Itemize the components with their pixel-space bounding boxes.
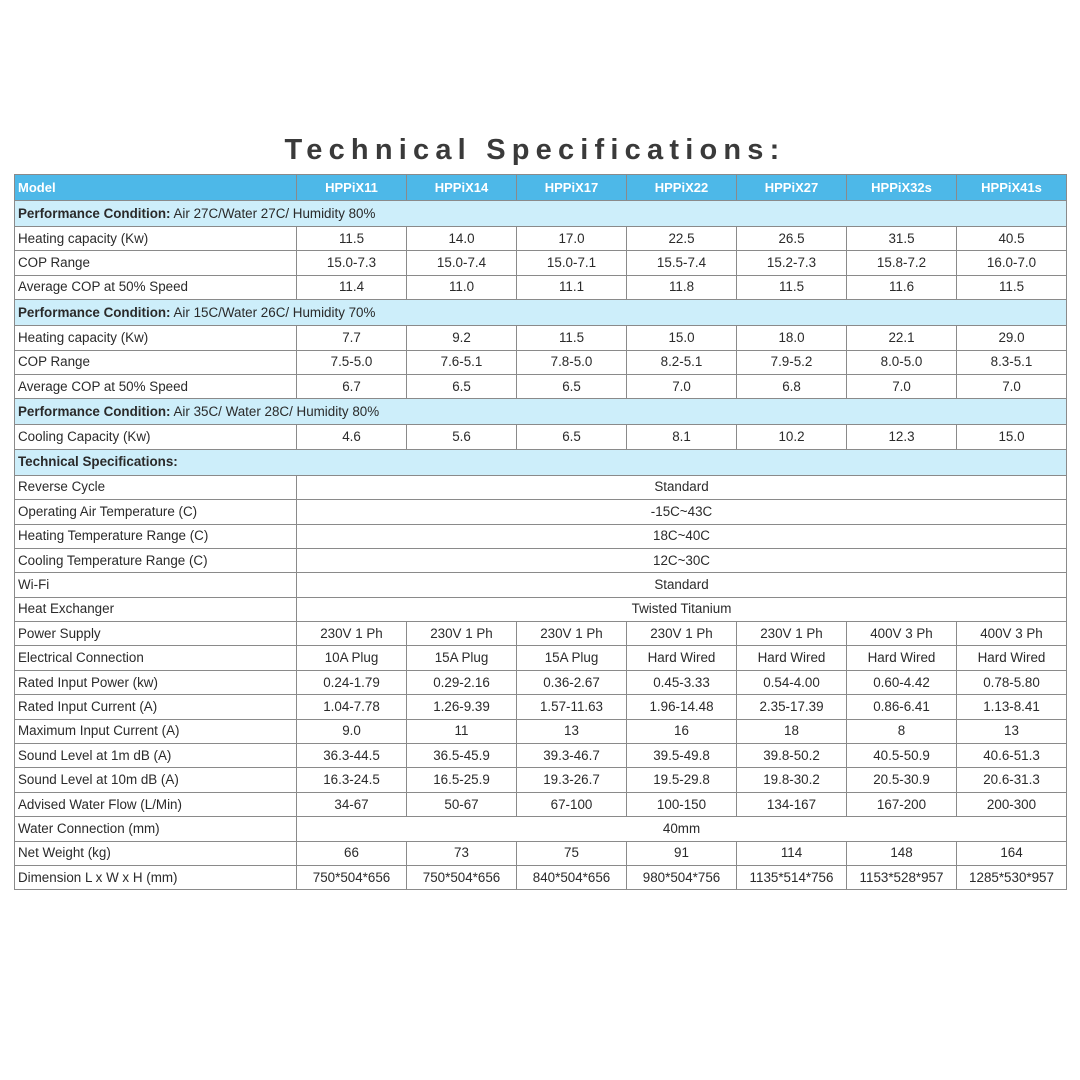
row-value: Hard Wired bbox=[957, 646, 1067, 670]
row-value: 230V 1 Ph bbox=[627, 622, 737, 646]
row-value: 0.36-2.67 bbox=[517, 670, 627, 694]
header-model: HPPiX17 bbox=[517, 175, 627, 201]
row-value: 6.7 bbox=[297, 374, 407, 398]
row-value: 1.96-14.48 bbox=[627, 695, 737, 719]
table-row bbox=[15, 350, 1067, 374]
row-value: 11.1 bbox=[517, 275, 627, 299]
page-title: Technical Specifications: bbox=[284, 134, 786, 166]
row-value: 16.5-25.9 bbox=[407, 768, 517, 792]
row-value: 75 bbox=[517, 841, 627, 865]
row-value: 750*504*656 bbox=[297, 865, 407, 889]
row-value-all-models: 40mm bbox=[297, 817, 1067, 841]
row-label: Wi-Fi bbox=[15, 573, 297, 597]
table-row bbox=[15, 695, 1067, 719]
table-row bbox=[15, 817, 1067, 841]
row-value: 0.29-2.16 bbox=[407, 670, 517, 694]
row-value: 16.0-7.0 bbox=[957, 251, 1067, 275]
row-value: 114 bbox=[737, 841, 847, 865]
row-label: Cooling Capacity (Kw) bbox=[15, 425, 297, 449]
header-model: HPPiX22 bbox=[627, 175, 737, 201]
row-value: 22.5 bbox=[627, 227, 737, 251]
row-value: 16.3-24.5 bbox=[297, 768, 407, 792]
row-value: 13 bbox=[957, 719, 1067, 743]
row-value: 230V 1 Ph bbox=[407, 622, 517, 646]
row-value: 167-200 bbox=[847, 792, 957, 816]
section-heading-bold: Technical Specifications: bbox=[18, 454, 178, 470]
section-heading-bold: Performance Condition: bbox=[18, 403, 171, 419]
row-value: 400V 3 Ph bbox=[847, 622, 957, 646]
section-heading bbox=[15, 449, 1067, 475]
row-value: 6.5 bbox=[407, 374, 517, 398]
row-value: 36.3-44.5 bbox=[297, 744, 407, 768]
row-value: 1135*514*756 bbox=[737, 865, 847, 889]
row-value: 8.0-5.0 bbox=[847, 350, 957, 374]
row-value: 16 bbox=[627, 719, 737, 743]
section-row bbox=[15, 449, 1067, 475]
row-value: 39.5-49.8 bbox=[627, 744, 737, 768]
row-value: 15.0-7.4 bbox=[407, 251, 517, 275]
section-heading-bold: Performance Condition: bbox=[18, 304, 171, 320]
row-value: 12.3 bbox=[847, 425, 957, 449]
row-label: COP Range bbox=[15, 251, 297, 275]
row-value: 19.5-29.8 bbox=[627, 768, 737, 792]
row-value: 15A Plug bbox=[407, 646, 517, 670]
table-row bbox=[15, 792, 1067, 816]
row-value: 1.13-8.41 bbox=[957, 695, 1067, 719]
row-value: 15.0 bbox=[627, 326, 737, 350]
row-value: 50-67 bbox=[407, 792, 517, 816]
table-row bbox=[15, 326, 1067, 350]
row-value: 11.5 bbox=[957, 275, 1067, 299]
table-row bbox=[15, 524, 1067, 548]
row-value: 36.5-45.9 bbox=[407, 744, 517, 768]
row-value: 0.78-5.80 bbox=[957, 670, 1067, 694]
table-row bbox=[15, 865, 1067, 889]
row-value: 8.1 bbox=[627, 425, 737, 449]
row-value: 8 bbox=[847, 719, 957, 743]
row-value: 2.35-17.39 bbox=[737, 695, 847, 719]
row-value: 11 bbox=[407, 719, 517, 743]
row-label: Operating Air Temperature (C) bbox=[15, 500, 297, 524]
row-value: 7.9-5.2 bbox=[737, 350, 847, 374]
table-row bbox=[15, 374, 1067, 398]
row-label: Reverse Cycle bbox=[15, 475, 297, 499]
section-heading-bold: Performance Condition: bbox=[18, 205, 171, 221]
row-value: 31.5 bbox=[847, 227, 957, 251]
row-value: 39.8-50.2 bbox=[737, 744, 847, 768]
row-value: 67-100 bbox=[517, 792, 627, 816]
row-value: 17.0 bbox=[517, 227, 627, 251]
row-value: 19.8-30.2 bbox=[737, 768, 847, 792]
table-row bbox=[15, 646, 1067, 670]
row-value: 9.0 bbox=[297, 719, 407, 743]
header-row bbox=[15, 175, 1067, 201]
row-label: Net Weight (kg) bbox=[15, 841, 297, 865]
row-label: Heating capacity (Kw) bbox=[15, 326, 297, 350]
section-heading-condition: Air 27C/Water 27C/ Humidity 80% bbox=[170, 205, 376, 221]
row-label: Power Supply bbox=[15, 622, 297, 646]
row-value: 11.5 bbox=[517, 326, 627, 350]
row-value: 40.6-51.3 bbox=[957, 744, 1067, 768]
row-value: 40.5-50.9 bbox=[847, 744, 957, 768]
row-label: Advised Water Flow (L/Min) bbox=[15, 792, 297, 816]
row-value-all-models: 12C~30C bbox=[297, 548, 1067, 572]
row-value: 19.3-26.7 bbox=[517, 768, 627, 792]
row-value: 148 bbox=[847, 841, 957, 865]
row-label: Water Connection (mm) bbox=[15, 817, 297, 841]
row-value: 7.0 bbox=[957, 374, 1067, 398]
row-value: 11.8 bbox=[627, 275, 737, 299]
row-value: 100-150 bbox=[627, 792, 737, 816]
row-value: 7.5-5.0 bbox=[297, 350, 407, 374]
header-model-label: Model bbox=[15, 175, 297, 201]
row-value: Hard Wired bbox=[847, 646, 957, 670]
row-value: 26.5 bbox=[737, 227, 847, 251]
row-value-all-models: Twisted Titanium bbox=[297, 597, 1067, 621]
row-value: 6.8 bbox=[737, 374, 847, 398]
section-heading bbox=[15, 201, 1067, 227]
table-row bbox=[15, 768, 1067, 792]
row-value: 22.1 bbox=[847, 326, 957, 350]
row-value: 20.6-31.3 bbox=[957, 768, 1067, 792]
row-value: 15.0-7.1 bbox=[517, 251, 627, 275]
row-label: Heat Exchanger bbox=[15, 597, 297, 621]
row-value: 6.5 bbox=[517, 374, 627, 398]
row-label: Maximum Input Current (A) bbox=[15, 719, 297, 743]
row-label: Average COP at 50% Speed bbox=[15, 374, 297, 398]
row-value: 1.57-11.63 bbox=[517, 695, 627, 719]
table-row bbox=[15, 500, 1067, 524]
row-value: 7.6-5.1 bbox=[407, 350, 517, 374]
row-label: Rated Input Power (kw) bbox=[15, 670, 297, 694]
row-value: 5.6 bbox=[407, 425, 517, 449]
row-value: 40.5 bbox=[957, 227, 1067, 251]
table-row bbox=[15, 744, 1067, 768]
row-label: Dimension L x W x H (mm) bbox=[15, 865, 297, 889]
table-row bbox=[15, 425, 1067, 449]
spec-table bbox=[14, 174, 1067, 890]
row-value: 18 bbox=[737, 719, 847, 743]
row-value: 4.6 bbox=[297, 425, 407, 449]
row-value: 11.0 bbox=[407, 275, 517, 299]
table-row bbox=[15, 275, 1067, 299]
row-value: 7.0 bbox=[627, 374, 737, 398]
row-value: 11.6 bbox=[847, 275, 957, 299]
row-value: 15A Plug bbox=[517, 646, 627, 670]
row-value: 0.24-1.79 bbox=[297, 670, 407, 694]
section-heading-condition: Air 35C/ Water 28C/ Humidity 80% bbox=[170, 403, 380, 419]
row-value: 200-300 bbox=[957, 792, 1067, 816]
row-value: 11.5 bbox=[297, 227, 407, 251]
table-row bbox=[15, 719, 1067, 743]
row-value: 11.4 bbox=[297, 275, 407, 299]
header-model: HPPiX14 bbox=[407, 175, 517, 201]
table-row bbox=[15, 622, 1067, 646]
row-value: 750*504*656 bbox=[407, 865, 517, 889]
row-label: Rated Input Current (A) bbox=[15, 695, 297, 719]
row-value: 15.0 bbox=[957, 425, 1067, 449]
row-value-all-models: -15C~43C bbox=[297, 500, 1067, 524]
table-row bbox=[15, 841, 1067, 865]
table-row bbox=[15, 548, 1067, 572]
row-value: 39.3-46.7 bbox=[517, 744, 627, 768]
row-label: COP Range bbox=[15, 350, 297, 374]
row-value: 0.60-4.42 bbox=[847, 670, 957, 694]
row-value: 20.5-30.9 bbox=[847, 768, 957, 792]
header-model: HPPiX11 bbox=[297, 175, 407, 201]
row-value: 0.86-6.41 bbox=[847, 695, 957, 719]
row-value-all-models: Standard bbox=[297, 475, 1067, 499]
row-value: 34-67 bbox=[297, 792, 407, 816]
header-model: HPPiX32s bbox=[847, 175, 957, 201]
row-value: 1153*528*957 bbox=[847, 865, 957, 889]
row-label: Sound Level at 10m dB (A) bbox=[15, 768, 297, 792]
row-value-all-models: Standard bbox=[297, 573, 1067, 597]
row-label: Heating capacity (Kw) bbox=[15, 227, 297, 251]
row-value: 980*504*756 bbox=[627, 865, 737, 889]
table-row bbox=[15, 597, 1067, 621]
section-row bbox=[15, 201, 1067, 227]
row-label: Sound Level at 1m dB (A) bbox=[15, 744, 297, 768]
spec-body bbox=[15, 201, 1067, 890]
row-value: 13 bbox=[517, 719, 627, 743]
row-value: 9.2 bbox=[407, 326, 517, 350]
row-value: 10.2 bbox=[737, 425, 847, 449]
section-heading bbox=[15, 399, 1067, 425]
row-value: 7.8-5.0 bbox=[517, 350, 627, 374]
row-value: 230V 1 Ph bbox=[517, 622, 627, 646]
row-value: 1.26-9.39 bbox=[407, 695, 517, 719]
row-value: 1.04-7.78 bbox=[297, 695, 407, 719]
row-value: 10A Plug bbox=[297, 646, 407, 670]
row-value: 400V 3 Ph bbox=[957, 622, 1067, 646]
row-value: 0.45-3.33 bbox=[627, 670, 737, 694]
row-value: 6.5 bbox=[517, 425, 627, 449]
header-model: HPPiX41s bbox=[957, 175, 1067, 201]
row-value: 15.2-7.3 bbox=[737, 251, 847, 275]
table-row bbox=[15, 670, 1067, 694]
row-value: 91 bbox=[627, 841, 737, 865]
row-label: Cooling Temperature Range (C) bbox=[15, 548, 297, 572]
row-value-all-models: 18C~40C bbox=[297, 524, 1067, 548]
header-model: HPPiX27 bbox=[737, 175, 847, 201]
row-value: 7.7 bbox=[297, 326, 407, 350]
row-value: 164 bbox=[957, 841, 1067, 865]
row-value: 29.0 bbox=[957, 326, 1067, 350]
row-value: 15.5-7.4 bbox=[627, 251, 737, 275]
section-row bbox=[15, 300, 1067, 326]
row-value: 73 bbox=[407, 841, 517, 865]
row-value: Hard Wired bbox=[627, 646, 737, 670]
row-value: 15.8-7.2 bbox=[847, 251, 957, 275]
row-value: 8.2-5.1 bbox=[627, 350, 737, 374]
row-label: Average COP at 50% Speed bbox=[15, 275, 297, 299]
row-value: 15.0-7.3 bbox=[297, 251, 407, 275]
row-value: 840*504*656 bbox=[517, 865, 627, 889]
table-row bbox=[15, 475, 1067, 499]
section-heading-condition: Air 15C/Water 26C/ Humidity 70% bbox=[170, 304, 376, 320]
row-value: Hard Wired bbox=[737, 646, 847, 670]
row-value: 230V 1 Ph bbox=[737, 622, 847, 646]
row-value: 134-167 bbox=[737, 792, 847, 816]
table-row bbox=[15, 227, 1067, 251]
row-value: 11.5 bbox=[737, 275, 847, 299]
row-value: 66 bbox=[297, 841, 407, 865]
row-label: Heating Temperature Range (C) bbox=[15, 524, 297, 548]
table-row bbox=[15, 251, 1067, 275]
table-row bbox=[15, 573, 1067, 597]
row-label: Electrical Connection bbox=[15, 646, 297, 670]
row-value: 14.0 bbox=[407, 227, 517, 251]
row-value: 8.3-5.1 bbox=[957, 350, 1067, 374]
section-heading bbox=[15, 300, 1067, 326]
row-value: 0.54-4.00 bbox=[737, 670, 847, 694]
section-row bbox=[15, 399, 1067, 425]
row-value: 230V 1 Ph bbox=[297, 622, 407, 646]
row-value: 1285*530*957 bbox=[957, 865, 1067, 889]
row-value: 7.0 bbox=[847, 374, 957, 398]
row-value: 18.0 bbox=[737, 326, 847, 350]
